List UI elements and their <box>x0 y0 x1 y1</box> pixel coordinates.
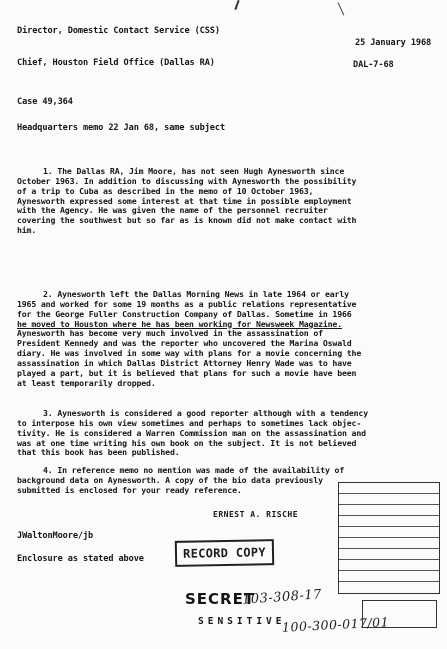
para-line: 3. Aynesworth is considered a good reporter although with a tendency <box>43 408 368 418</box>
para-line: diary. He was involved in some way with plans for a movie concerning the <box>17 348 362 359</box>
routing-row <box>339 494 439 505</box>
para-line: Aynesworth expressed some interest at that time in possible employment <box>17 195 352 206</box>
routing-row <box>339 527 439 538</box>
para-line: 2. Aynesworth left the Dallas Morning News in late 1964 or early <box>43 289 349 299</box>
para-line: October 1963. In addition to discussing with Aynesworth the possibility <box>17 175 357 186</box>
pen-mark <box>338 0 353 15</box>
routing-row <box>339 549 439 560</box>
routing-box <box>338 482 440 594</box>
para-line: with the Agency. He was given the name of the personnel recruiter <box>17 205 328 216</box>
para-line: to interpose his own view sometimes and perhaps to sometimes lack objec- <box>17 417 362 428</box>
para-line: 1965 and worked for some 19 months as a public relations representative <box>17 298 357 309</box>
memo-case: Case 49,364 <box>17 97 73 107</box>
routing-row <box>339 483 439 494</box>
para-line: at least temporarily dropped. <box>17 377 156 388</box>
para-line: tivity. He is considered a Warren Commission man on the assassination and <box>17 427 366 438</box>
para-line: Aynesworth has become very much involved in the assassination of <box>17 328 323 339</box>
para-line: covering the southwest but so far as is known did not make contact with <box>17 215 357 226</box>
para-line: that this book has been published. <box>17 447 180 458</box>
memo-to: Director, Domestic Contact Service (CSS) <box>17 26 220 36</box>
para-line: played a part, but it is believed that plans for such a movie have been <box>17 367 357 378</box>
paragraph-1 <box>17 167 356 236</box>
para-line: assassination in which Dallas District Attorney Henry Wade was to have <box>17 357 352 368</box>
para-line: was at one time writing his own book on the subject. It is not believed <box>17 437 357 448</box>
memo-date: 25 January 1968 <box>355 38 432 48</box>
routing-row <box>339 571 439 582</box>
memo-subject: Headquarters memo 22 Jan 68, same subject <box>17 123 226 133</box>
handwritten-file-number-2: 100-300-017/01 <box>281 614 390 635</box>
paragraph-2 <box>17 290 361 388</box>
para-line: he moved to Houston where he has been working for Newsweek Magazine. <box>17 318 342 329</box>
para-line: him. <box>17 225 37 236</box>
para-line: submitted is enclosed for your ready reference. <box>17 484 242 495</box>
routing-row <box>339 560 439 571</box>
classification-stamp: SECRET <box>185 590 256 608</box>
para-line: 4. In reference memo no mention was made of the availability of <box>43 465 345 475</box>
para-line: for the George Fuller Construction Company of Dallas. Sometime in 1966 <box>17 308 352 319</box>
paragraph-3 <box>17 409 368 458</box>
memo-from: Chief, Houston Field Office (Dallas RA) <box>17 58 215 68</box>
handwritten-file-number: 103-308-17 <box>241 587 323 608</box>
typist-initials: JWaltonMoore/jb <box>17 531 94 541</box>
signature-block: ERNEST A. RISCHE <box>213 510 299 519</box>
routing-row <box>339 538 439 549</box>
sensitive-stamp: SENSITIVE <box>198 616 286 627</box>
record-copy-stamp: RECORD COPY <box>175 539 274 567</box>
routing-row <box>339 516 439 527</box>
para-line: 1. The Dallas RA, Jim Moore, has not seen Hugh Aynesworth since <box>43 166 345 176</box>
tick-mark <box>234 0 239 10</box>
paragraph-4 <box>17 466 344 496</box>
memo-ref-code: DAL-7-68 <box>353 60 394 70</box>
para-line: background data on Aynesworth. A copy of the bio data previously <box>17 474 323 485</box>
para-line: of a trip to Cuba as described in the memo of 10 October 1963, <box>17 185 314 196</box>
enclosure-note: Enclosure as stated above <box>17 554 144 564</box>
para-line: President Kennedy and was the reporter who uncovered the Marina Oswald <box>17 338 352 349</box>
routing-row <box>339 505 439 516</box>
